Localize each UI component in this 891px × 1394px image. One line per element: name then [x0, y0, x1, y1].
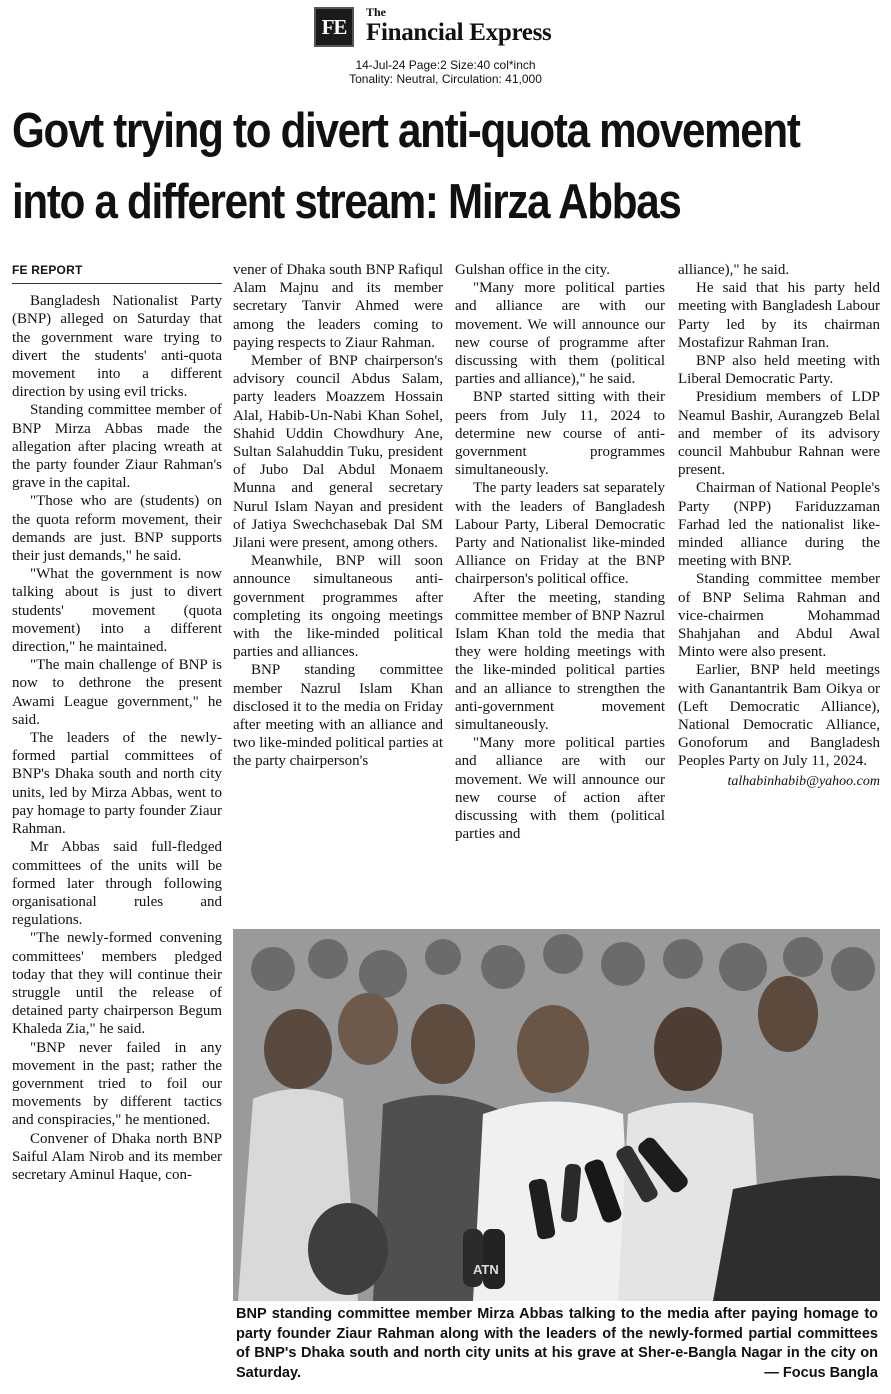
paragraph: "Those who are (students) on the quota reform movement, their demands are just. BNP supports their just demands," he said. [12, 493, 222, 565]
paragraph: vener of Dhaka south BNP Rafiqul Alam Majnu and its member secretary Tanvir Ahmed were among the leaders coming to paying respects to Ziaur Rahman. [233, 262, 443, 351]
paragraph: Meanwhile, BNP will soon announce simultaneous anti-government programmes after completing its ongoing meetings with the like-minded political parties and alliances. [233, 553, 443, 661]
paragraph: "The newly-formed convening committees' members pledged today that they will continue their struggle until the release of detained party chairperson Begum Khaleda Zia," he said. [12, 930, 222, 1038]
paragraph: BNP also held meeting with Liberal Democratic Party. [678, 353, 880, 388]
clipping-meta-line2: Tonality: Neutral, Circulation: 41,000 [349, 72, 542, 86]
paragraph: Mr Abbas said full-fledged committees of the units will be formed later through following organisational rules and regulations. [12, 839, 222, 929]
article-column-2 [233, 261, 443, 925]
paragraph: Earlier, BNP held meetings with Ganantantrik Bam Oikya or (Left Democratic Alliance), National Democratic Alliance, Gonoforum and Bangladesh Peoples Party on July 11, 2024. [678, 662, 880, 770]
paragraph: "The main challenge of BNP is now to dethrone the present Awami League government," he said. [12, 657, 222, 728]
paragraph: Standing committee member of BNP Mirza Abbas made the allegation after placing wreath at the party founder Ziaur Rahman's grave in the capital. [12, 402, 222, 492]
headline-line2: into a different stream: Mirza Abbas [12, 175, 681, 229]
paragraph: Bangladesh Nationalist Party (BNP) alleged on Saturday that the government ware trying to divert the students' anti-quota movement into a different direction by using evil tricks. [12, 293, 222, 401]
article-headline [12, 96, 882, 238]
masthead-the: The [366, 5, 387, 19]
author-email: talhabinhabib@yahoo.com [727, 773, 880, 789]
paragraph: BNP standing committee member Nazrul Islam Khan disclosed it to the media on Friday after meeting with an alliance and two like-minded political parties at the party chairperson's [233, 662, 443, 770]
clipping-meta-line1: 14-Jul-24 Page:2 Size:40 col*inch [355, 58, 536, 72]
photo-caption [236, 1305, 878, 1383]
paragraph: Standing committee member of BNP Selima Rahman and vice-chairmen Mohammad Shahjahan and Abdul Awal Minto were also present. [678, 571, 880, 661]
paragraph: alliance)," he said. [678, 262, 790, 278]
paragraph: "Many more political parties and alliance are with our movement. We will announce our new course of action after discussing with them (political parties and [455, 735, 665, 843]
paragraph: After the meeting, standing committee member of BNP Nazrul Islam Khan told the media that they were holding meetings with the like-minded political parties and an alliance to strengthen the anti-government movement simultaneously. [455, 589, 665, 734]
article-column-3 [455, 261, 665, 925]
paper-name: Financial Express [366, 19, 552, 46]
news-photo [233, 929, 880, 1301]
headline-line1: Govt trying to divert anti-quota movement [12, 104, 800, 158]
article-column-1 [12, 261, 222, 1391]
paragraph: The leaders of the newly-formed partial committees of BNP's Dhaka south and north city units, led by Mirza Abbas, went to pay homage to party founder Ziaur Rahman. [12, 730, 222, 838]
paragraph: Chairman of National People's Party (NPP) Fariduzzaman Farhad led the nationalist like-minded alliance during the meeting with BNP. [678, 480, 880, 570]
paragraph: "Many more political parties and alliance are with our movement. We will announce our new course of programme after discussing with them (political parties and alliance)," he said. [455, 280, 665, 388]
paragraph: He said that his party held meeting with Bangladesh Labour Party led by its chairman Mostafizur Rahman Iran. [678, 280, 880, 351]
article-column-4 [678, 261, 880, 925]
photo-credit: — Focus Bangla [764, 1364, 878, 1381]
paragraph: "What the government is now talking about is just to divert students' movement (quota movement) into a different direction," he maintained. [12, 566, 222, 656]
paragraph: BNP started sitting with their peers from July 11, 2024 to determine new course of anti-government programmes simultaneously. [455, 389, 665, 479]
paragraph: The party leaders sat separately with the leaders of Bangladesh Labour Party, Liberal Democratic Party and Nationalist like-minded Alliance on Friday at the BNP chairperson's political office. [455, 480, 665, 588]
paragraph: Gulshan office in the city. [455, 262, 610, 278]
masthead [314, 5, 614, 53]
paragraph: Convener of Dhaka north BNP Saiful Alam Nirob and its member secretary Aminul Haque, con- [12, 1130, 222, 1183]
paragraph: Presidium members of LDP Neamul Bashir, Aurangzeb Belal and member of its advisory council Mahbubur Rahnan were present. [678, 389, 880, 479]
mic-flag-label: ATN [473, 1262, 499, 1277]
paragraph: Member of BNP chairperson's advisory council Abdus Salam, party leaders Moazzem Hossain Alal, Habib-Un-Nabi Khan Sohel, Shahid Uddin Chowdhury Ane, Sultan Salahuddin Tuku, president of Jubo Dal Abdul Monaem Munna and general secretary Nurul Islam Nayan and president of Jatiya Swechchasebak Dal SM Jilani were present, among others. [233, 353, 443, 552]
fe-logo: FE [314, 7, 354, 47]
caption-text: BNP standing committee member Mirza Abbas talking to the media after paying homage to party founder Ziaur Rahman along with the leaders of the newly-formed partial committees of BNP's Dhaka south and north city units at his grave at Sher-e-Bangla Nagar in the city on Saturday. [236, 1306, 878, 1381]
paragraph: "BNP never failed in any movement in the past; rather the government tried to foil our movements by different tactics and conspiracies," he mentioned. [12, 1039, 222, 1129]
byline: FE REPORT [12, 261, 222, 284]
photo-crowd-illustration [233, 929, 880, 1301]
